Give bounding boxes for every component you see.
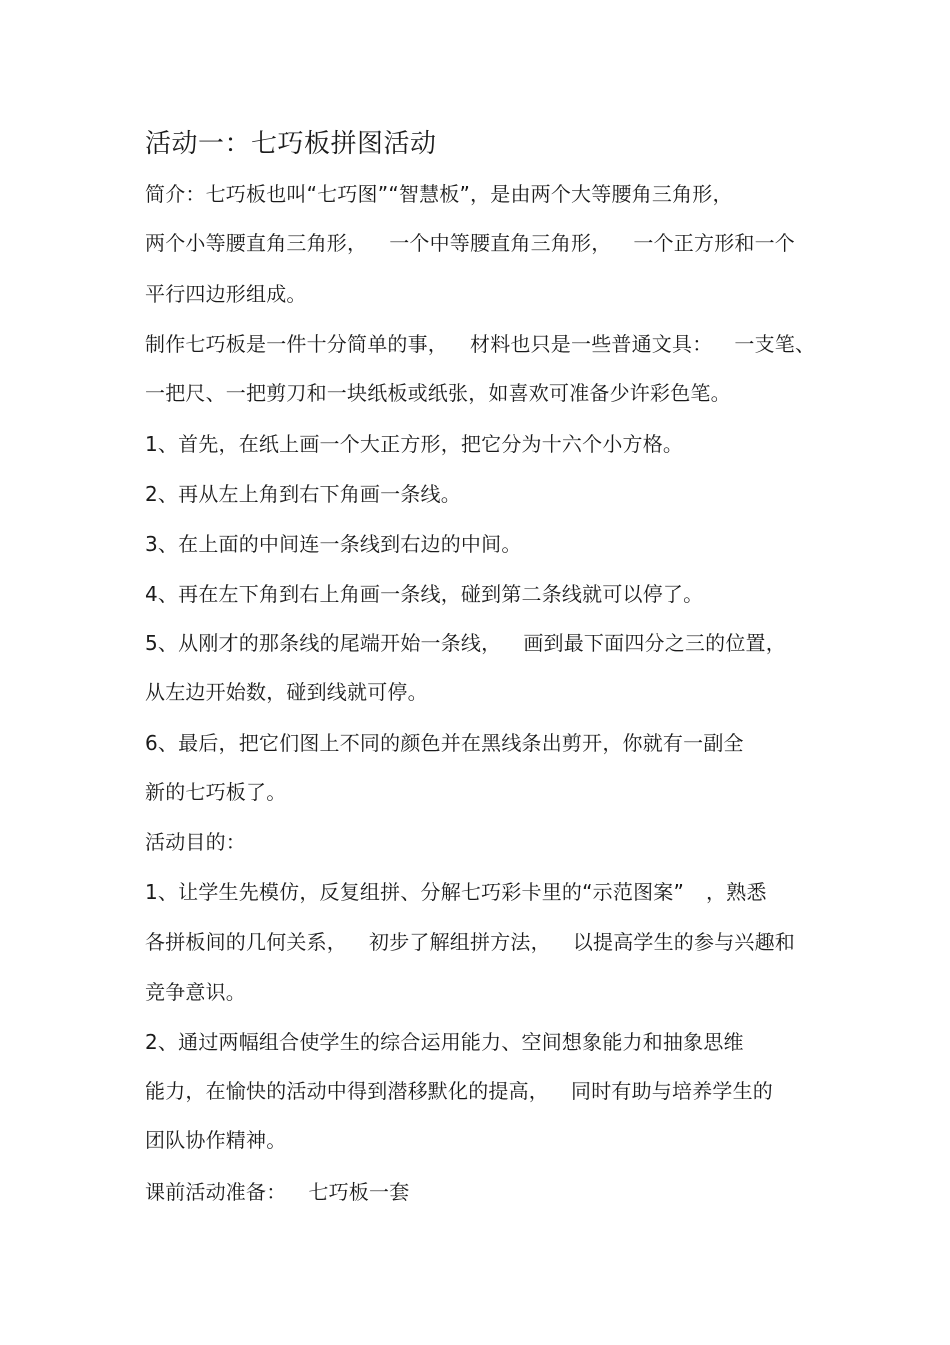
- intro-line-3: 平行四边形组成。: [145, 282, 307, 306]
- goal-1-line-2: 各拼板间的几何关系， 初步了解组拼方法， 以提高学生的参与兴趣和: [145, 930, 796, 954]
- goal-2-line-2: 能力，在愉快的活动中得到潜移默化的提高， 同时有助与培养学生的: [145, 1079, 773, 1103]
- goal-2-line-3: 团队协作精神。: [145, 1128, 287, 1152]
- step-5-line-1: 5、从刚才的那条线的尾端开始一条线， 画到最下面四分之三的位置，: [145, 631, 786, 655]
- step-5-line-2: 从左边开始数，碰到线就可停。: [145, 680, 428, 704]
- goal-2-line-1: 2、通过两幅组合使学生的综合运用能力、空间想象能力和抽象思维: [145, 1030, 744, 1054]
- step-1: 1、首先，在纸上画一个大正方形，把它分为十六个小方格。: [145, 432, 684, 456]
- page-title: 活动一：七巧板拼图活动: [145, 129, 437, 159]
- goal-1-line-1: 1、让学生先模仿，反复组拼、分解七巧彩卡里的“示范图案” ，熟悉: [145, 880, 767, 904]
- goal-1-line-3: 竞争意识。: [145, 980, 246, 1004]
- intro-line-1: 简介：七巧板也叫“七巧图”“智慧板”，是由两个大等腰角三角形，: [145, 182, 733, 206]
- materials-line-2: 一把尺、一把剪刀和一块纸板或纸张，如喜欢可准备少许彩色笔。: [145, 381, 731, 405]
- intro-line-2: 两个小等腰直角三角形， 一个中等腰直角三角形， 一个正方形和一个: [145, 231, 796, 255]
- step-6-line-2: 新的七巧板了。: [145, 780, 287, 804]
- prep-line: 课前活动准备： 七巧板一套: [145, 1180, 410, 1204]
- step-3: 3、在上面的中间连一条线到右边的中间。: [145, 532, 522, 556]
- step-6-line-1: 6、最后，把它们图上不同的颜色并在黑线条出剪开，你就有一副全: [145, 731, 744, 755]
- step-2: 2、再从左上角到右下角画一条线。: [145, 482, 461, 506]
- materials-line-1: 制作七巧板是一件十分简单的事， 材料也只是一些普通文具： 一支笔、: [145, 332, 816, 356]
- step-4: 4、再在左下角到右上角画一条线，碰到第二条线就可以停了。: [145, 582, 704, 606]
- goals-heading: 活动目的：: [145, 830, 246, 854]
